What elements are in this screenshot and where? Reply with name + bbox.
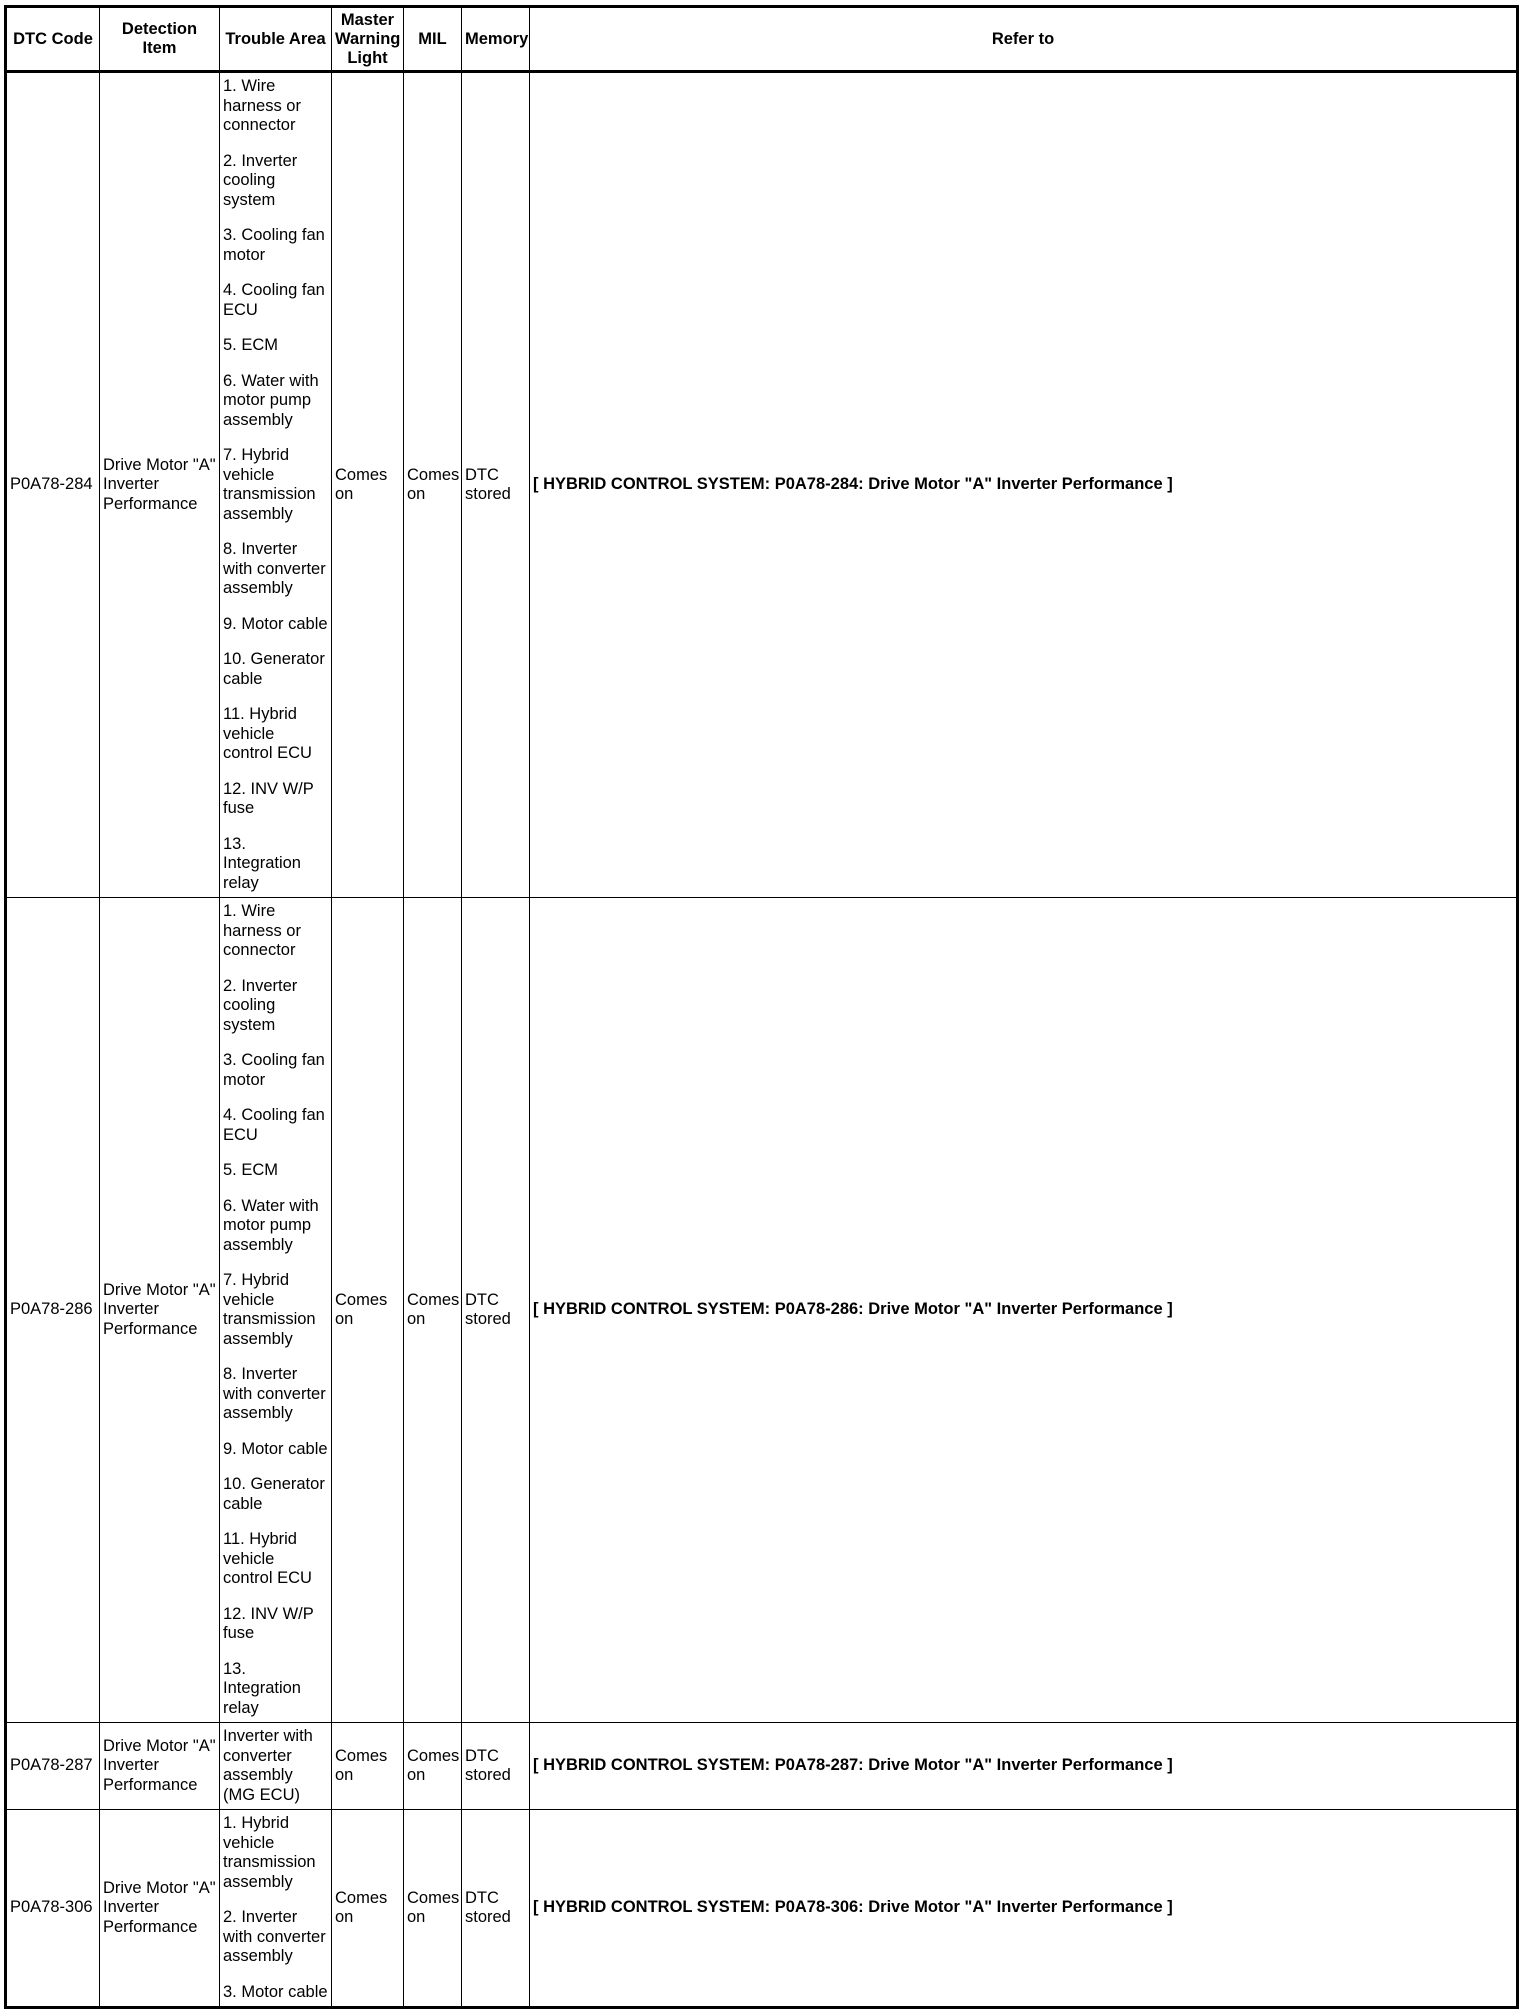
trouble-area-item: 9. Motor cable [223, 614, 328, 633]
trouble-area-item: 3. Motor cable [223, 1982, 328, 2001]
trouble-area-item: 13. Integration relay [223, 1659, 301, 1717]
memory-cell: DTC stored [462, 1810, 530, 2008]
master-warning-light-cell: Comes on [332, 72, 404, 898]
header-detection-item: Detection Item [100, 7, 220, 72]
header-dtc-code: DTC Code [6, 7, 100, 72]
table-row [6, 1723, 1518, 1810]
trouble-area-item: 3. Cooling fan motor [223, 1051, 325, 1089]
dtc-code-cell: P0A78-306 [6, 1810, 100, 2008]
dtc-code-cell: P0A78-284 [6, 72, 100, 898]
mil-cell: Comes on [404, 898, 462, 1723]
trouble-area-item: 1. Wire harness or connector [223, 902, 301, 959]
trouble-area-item: 7. Hybrid vehicle transmission assembly [223, 446, 316, 523]
mil-cell: Comes on [404, 1810, 462, 2008]
mil-cell: Comes on [404, 1723, 462, 1810]
memory-cell: DTC stored [462, 72, 530, 898]
trouble-area-item: 6. Water with motor pump assembly [223, 1196, 319, 1254]
trouble-area-item: 2. Inverter cooling system [223, 151, 298, 209]
refer-to-cell: [ HYBRID CONTROL SYSTEM: P0A78-286: Drive Motor "A" Inverter Performance ] [530, 898, 1518, 1723]
header-row [6, 7, 1518, 72]
master-warning-light-cell: Comes on [332, 1723, 404, 1810]
master-warning-light-cell: Comes on [332, 1810, 404, 2008]
trouble-area-item: 13. Integration relay [223, 834, 301, 892]
memory-cell: DTC stored [462, 1723, 530, 1810]
trouble-area-item: 12. INV W/P fuse [223, 1604, 314, 1642]
refer-to-cell: [ HYBRID CONTROL SYSTEM: P0A78-287: Drive Motor "A" Inverter Performance ] [530, 1723, 1518, 1810]
trouble-area-item: 4. Cooling fan ECU [223, 281, 325, 319]
trouble-area-item: 11. Hybrid vehicle control ECU [223, 705, 312, 762]
trouble-area-item: 11. Hybrid vehicle control ECU [223, 1530, 312, 1587]
trouble-area-item: 5. ECM [223, 336, 279, 354]
trouble-area-item: 1. Hybrid vehicle transmission assembly [223, 1814, 316, 1891]
trouble-area-item: 10. Generator cable [223, 650, 325, 688]
trouble-area-item: 5. ECM [223, 1161, 279, 1179]
detection-item-cell: Drive Motor "A" Inverter Performance [100, 1810, 220, 2008]
trouble-area-cell [220, 72, 332, 898]
trouble-area-item: 9. Motor cable [223, 1439, 328, 1458]
trouble-area-item: 4. Cooling fan ECU [223, 1106, 325, 1144]
trouble-area-item: 8. Inverter with converter assembly [223, 1365, 326, 1422]
dtc-table [4, 5, 1519, 2009]
dtc-code-cell: P0A78-286 [6, 898, 100, 1723]
trouble-area-item: 6. Water with motor pump assembly [223, 371, 319, 429]
header-trouble-area: Trouble Area [220, 7, 332, 72]
trouble-area-item: 10. Generator cable [223, 1475, 325, 1513]
header-memory: Memory [462, 7, 530, 72]
memory-cell: DTC stored [462, 898, 530, 1723]
master-warning-light-cell: Comes on [332, 898, 404, 1723]
detection-item-cell: Drive Motor "A" Inverter Performance [100, 1723, 220, 1810]
trouble-area-item: 7. Hybrid vehicle transmission assembly [223, 1271, 316, 1348]
trouble-area-item: 12. INV W/P fuse [223, 779, 314, 817]
trouble-area-cell [220, 898, 332, 1723]
header-mil: MIL [404, 7, 462, 72]
detection-item-cell: Drive Motor "A" Inverter Performance [100, 72, 220, 898]
trouble-area-item: 3. Cooling fan motor [223, 226, 325, 264]
header-refer-to: Refer to [530, 7, 1518, 72]
trouble-area-item: 8. Inverter with converter assembly [223, 540, 326, 597]
mil-cell: Comes on [404, 72, 462, 898]
trouble-area-item: 2. Inverter cooling system [223, 976, 298, 1034]
trouble-area-item: Inverter with converter assembly (MG ECU) [223, 1727, 313, 1804]
trouble-area-item: 1. Wire harness or connector [223, 77, 301, 134]
dtc-code-cell: P0A78-287 [6, 1723, 100, 1810]
table-row [6, 1810, 1518, 2008]
header-master-warning-light: Master Warning Light [332, 7, 404, 72]
detection-item-cell: Drive Motor "A" Inverter Performance [100, 898, 220, 1723]
trouble-area-cell [220, 1723, 332, 1810]
trouble-area-item: 2. Inverter with converter assembly [223, 1908, 326, 1965]
table-row [6, 898, 1518, 1723]
refer-to-cell: [ HYBRID CONTROL SYSTEM: P0A78-284: Drive Motor "A" Inverter Performance ] [530, 72, 1518, 898]
refer-to-cell: [ HYBRID CONTROL SYSTEM: P0A78-306: Drive Motor "A" Inverter Performance ] [530, 1810, 1518, 2008]
table-row [6, 72, 1518, 898]
trouble-area-cell [220, 1810, 332, 2008]
